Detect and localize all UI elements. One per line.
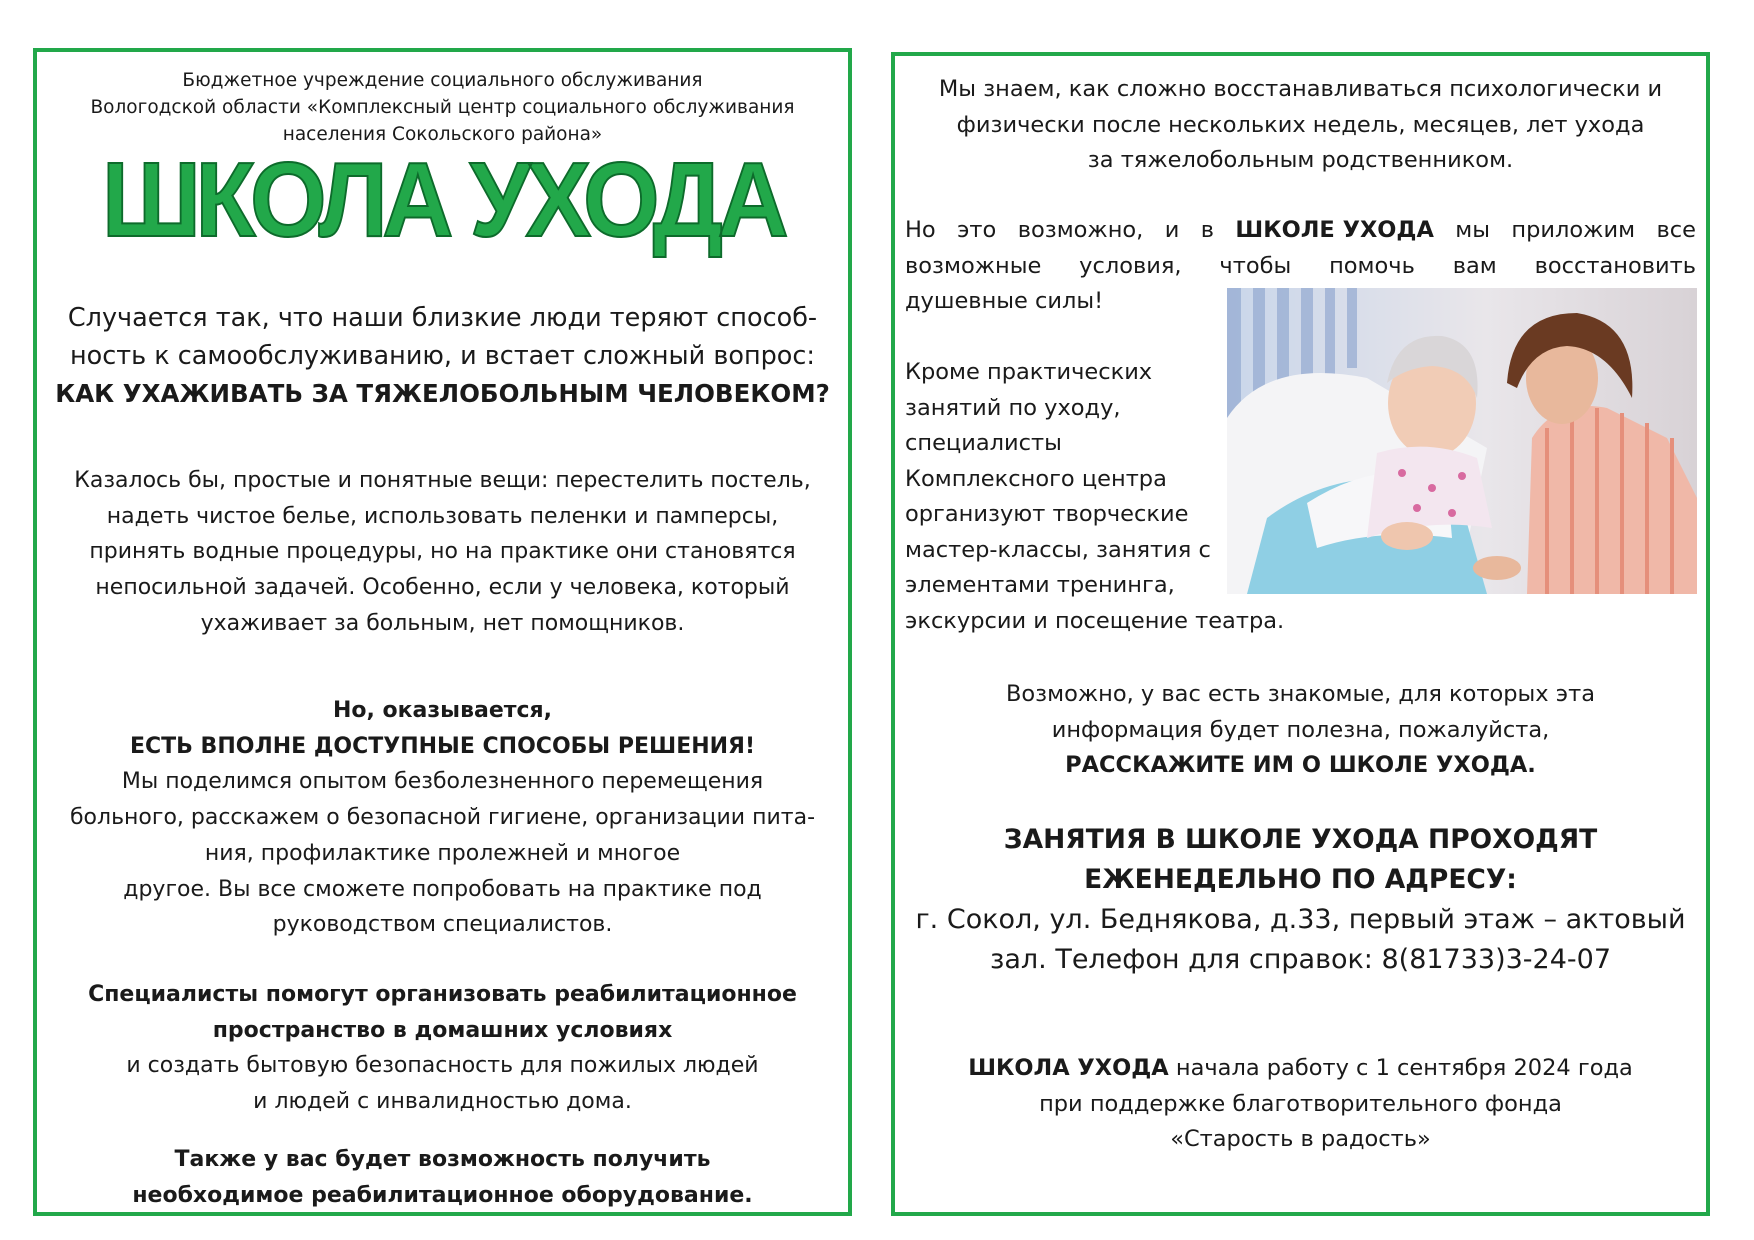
phone-line: зал. Телефон для справок: 8(81733)3-24-07	[990, 944, 1611, 975]
caregiver-photo	[1227, 288, 1697, 594]
text-line: за тяжелобольным родственником.	[1087, 147, 1514, 173]
text-line: Комплексного центра	[905, 465, 1167, 492]
specialists-heading: пространство в домашних условиях	[212, 1017, 673, 1043]
text-line: элементами тренинга,	[905, 572, 1175, 598]
text-line	[895, 1051, 1706, 1087]
start-date-text: начала работу с 1 сентября 2024 года	[1168, 1055, 1633, 1081]
simple-things-paragraph	[37, 463, 848, 642]
text-line: организуют творческие	[905, 501, 1189, 527]
intro-line: ность к самообслуживанию, и встает сложный вопрос:	[69, 341, 816, 371]
equipment-paragraph	[37, 1142, 848, 1213]
address-line: г. Сокол, ул. Беднякова, д.33, первый этаж – актовый	[915, 904, 1686, 935]
text-line: Возможно, у вас есть знакомые, для которых эта	[1005, 681, 1596, 707]
schedule-heading	[895, 820, 1706, 900]
text-line: и создать бытовую безопасность для пожилых людей	[126, 1053, 759, 1079]
justified-line	[905, 213, 1696, 249]
word: помочь	[1329, 252, 1415, 279]
page-title: ШКОЛА УХОДА	[101, 141, 784, 259]
solutions-paragraph	[37, 693, 848, 943]
nightgown	[1367, 447, 1492, 538]
word: возможно,	[1017, 217, 1144, 243]
text-line: другое. Вы все сможете попробовать на практике под	[123, 876, 762, 902]
heading-line: ЕЖЕНЕДЕЛЬНО ПО АДРЕСУ:	[1084, 864, 1517, 895]
caregiver-photo-illustration	[1227, 288, 1697, 594]
word: мы	[1455, 217, 1491, 243]
specialists-heading: Специалисты помогут организовать реабилитационное	[88, 982, 797, 1007]
text-line: душевные силы!	[905, 288, 1104, 314]
text-line: мастер-классы, занятия с	[905, 536, 1211, 563]
text-line: Казалось бы, простые и понятные вещи: перестелить постель,	[74, 468, 811, 493]
intro-question: КАК УХАЖИВАТЬ ЗА ТЯЖЕЛОБОЛЬНЫМ ЧЕЛОВЕКОМ?	[55, 379, 830, 408]
text-line: физически после нескольких недель, месяцев, лет ухода	[956, 111, 1645, 138]
activities-paragraph	[905, 355, 1284, 639]
word: и	[1164, 217, 1180, 243]
caregiver-hands	[1473, 556, 1521, 580]
held-hands	[1381, 522, 1433, 550]
org-line: Вологодской области «Комплексный центр социального обслуживания	[90, 97, 795, 118]
school-name-bold: ШКОЛЕ УХОДА	[1235, 217, 1434, 243]
word: это	[957, 217, 997, 243]
left-panel	[33, 48, 852, 1216]
text-line: ухаживает за больным, нет помощников.	[200, 610, 685, 636]
word: чтобы	[1219, 252, 1292, 279]
word: Но	[905, 217, 936, 243]
intro-line: Случается так, что наши близкие люди теряют способ-	[67, 303, 818, 333]
word: все	[1656, 217, 1696, 243]
specialists-paragraph	[37, 977, 848, 1120]
text-line: при поддержке благотворительного фонда	[1039, 1090, 1562, 1117]
tell-friends-paragraph	[895, 677, 1706, 784]
text-line: информация будет полезна, пожалуйста,	[1051, 716, 1550, 743]
text-line: больного, расскажем о безопасной гигиене, организации пита-	[69, 805, 816, 831]
text-line: занятий по уходу,	[905, 394, 1121, 421]
text-line: необходимое реабилитационное оборудование.	[132, 1182, 753, 1208]
word: приложим	[1511, 217, 1636, 243]
heading-line: ЗАНЯТИЯ В ШКОЛЕ УХОДА ПРОХОДЯТ	[1003, 824, 1598, 855]
word: восстановить	[1534, 252, 1696, 279]
right-panel	[891, 52, 1710, 1216]
text-line: Также у вас будет возможность получить	[174, 1147, 711, 1172]
text-line: Кроме практических	[905, 359, 1153, 385]
tell-friends-callout: РАССКАЖИТЕ ИМ О ШКОЛЕ УХОДА.	[1065, 752, 1536, 778]
organization-name	[37, 67, 848, 148]
org-line: Бюджетное учреждение социального обслуживания	[182, 70, 703, 91]
text-line: принять водные процедуры, но на практике они становятся	[89, 539, 796, 565]
justified-line	[905, 249, 1696, 285]
solutions-heading: Но, оказывается,	[332, 698, 553, 723]
address-block	[895, 900, 1706, 980]
start-date-paragraph	[895, 1051, 1706, 1158]
fund-name: «Старость в радость»	[1170, 1126, 1431, 1152]
text-line: надеть чистое белье, использовать пеленки и памперсы,	[106, 503, 779, 529]
word: в	[1200, 217, 1215, 243]
word: условия,	[1079, 252, 1182, 279]
word: вам	[1452, 252, 1497, 279]
text-line: непосильной задачей. Особенно, если у человека, который	[95, 575, 790, 601]
org-line: населения Сокольского района»	[282, 124, 603, 145]
intro-paragraph	[37, 299, 848, 413]
text-line: Мы знаем, как сложно восстанавливаться психологически и	[938, 76, 1663, 102]
text-line: и людей с инвалидностью дома.	[253, 1089, 632, 1115]
text-line: ния, профилактике пролежней и многое	[204, 840, 681, 866]
school-name-bold: ШКОЛА УХОДА	[968, 1055, 1169, 1081]
solutions-heading: ЕСТЬ ВПОЛНЕ ДОСТУПНЫЕ СПОСОБЫ РЕШЕНИЯ!	[129, 733, 756, 759]
recovery-paragraph	[895, 72, 1706, 179]
text-line: Мы поделимся опытом безболезненного перемещения	[121, 769, 764, 795]
text-line: экскурсии и посещение театра.	[905, 607, 1285, 634]
word: возможные	[905, 252, 1042, 279]
text-line: руководством специалистов.	[272, 912, 613, 938]
text-line: специалисты	[905, 430, 1062, 456]
